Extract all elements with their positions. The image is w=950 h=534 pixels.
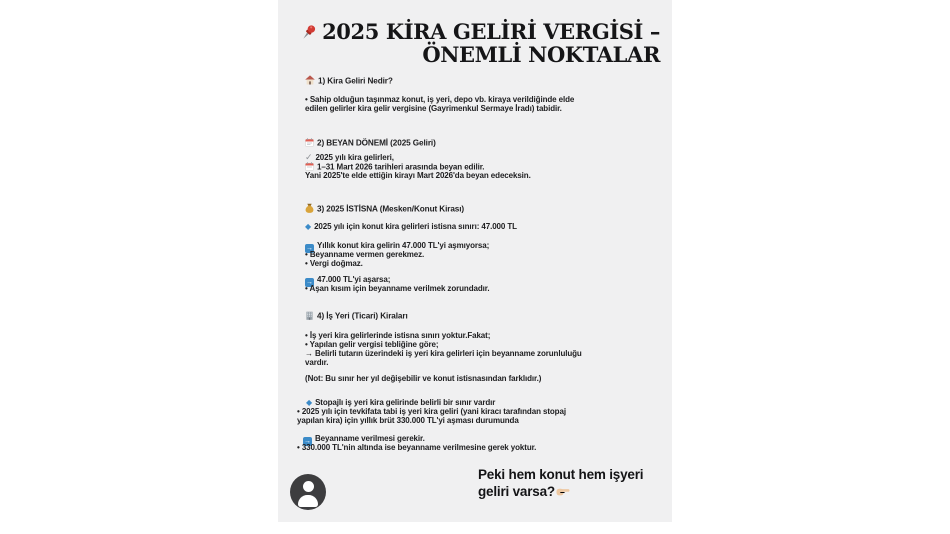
section-2-line-1: ✓ 2025 yılı kira gelirleri, bbox=[305, 152, 394, 162]
check-icon: ✓ bbox=[305, 152, 313, 162]
avatar-person-icon bbox=[303, 481, 314, 492]
section-3-case-1b: • Vergi doğmaz. bbox=[305, 259, 363, 268]
section-5-line-4: • 330.000 TL'nin altında ise beyanname verilmesine gerek yoktur. bbox=[297, 443, 537, 452]
arrow-right-icon: → bbox=[306, 244, 313, 252]
section-1-header: 1) Kira Geliri Nedir? bbox=[305, 75, 393, 86]
section-2-line-2: 1–31 Mart 2026 tarihleri arasında beyan edilir. bbox=[305, 162, 484, 172]
house-icon bbox=[305, 75, 315, 85]
calendar-small-icon bbox=[305, 162, 314, 171]
title-line-1: 2025 KİRA GELİRİ VERGİSİ – bbox=[298, 20, 660, 43]
building-icon bbox=[305, 311, 314, 320]
section-3-case-2a: • Aşan kısım için beyanname verilmek zorundadır. bbox=[305, 284, 490, 293]
page-title bbox=[298, 20, 660, 66]
footer-question: Peki hem konut hem işyeri geliri varsa? bbox=[478, 467, 644, 499]
section-4-line-3: → Belirli tutarın üzerindeki iş yeri kira gelirleri için beyanname zorunluluğu vardır. bbox=[305, 349, 582, 367]
blue-diamond-icon: ◆ bbox=[305, 222, 312, 231]
section-3-header: 3) 2025 İSTİSNA (Mesken/Konut Kirası) bbox=[305, 203, 464, 214]
section-5-line-1: ◆ Stopajlı iş yeri kira gelirinde belirli bir sınır vardır bbox=[306, 398, 496, 407]
section-4-note: (Not: Bu sınır her yıl değişebilir ve konut istisnasından farklıdır.) bbox=[305, 374, 542, 383]
section-4-line-2: • Yapılan gelir vergisi tebliğine göre; bbox=[305, 340, 439, 349]
section-3-case-1a: • Beyanname vermen gerekmez. bbox=[305, 250, 425, 259]
infographic-page bbox=[278, 0, 672, 522]
section-3-limit: ◆ 2025 yılı için konut kira gelirleri istisna sınırı: 47.000 TL bbox=[305, 222, 517, 231]
section-2-header: 2) BEYAN DÖNEMİ (2025 Geliri) bbox=[305, 138, 436, 148]
moneybag-icon bbox=[305, 203, 314, 213]
section-3-case-2: → 47.000 TL'yi aşarsa; bbox=[306, 275, 391, 286]
section-1-body: • Sahip olduğun taşınmaz konut, iş yeri, depo vb. kiraya verildiğinde elde edilen gelirler kira gelir vergisine (Gayrimenkul Sermaye İradı) tabidir. bbox=[305, 95, 575, 113]
section-3-case-1: → Yıllık konut kira gelirin 47.000 TL'yi aşmıyorsa; bbox=[306, 241, 490, 252]
section-5-line-2: • 2025 yılı için tevkifata tabi iş yeri kira geliri (yani kiracı tarafından stopaj yapılan kira) için yıllık brüt 330.000 TL'yi aşması durumunda bbox=[297, 407, 566, 425]
calendar-icon bbox=[305, 138, 314, 147]
section-4-header: 4) İş Yeri (Ticari) Kiraları bbox=[305, 311, 408, 321]
section-4-line-1: • İş yeri kira gelirlerinde istisna sınırı yoktur.Fakat; bbox=[305, 331, 491, 340]
arrow-right-icon: → bbox=[304, 437, 311, 445]
avatar bbox=[290, 474, 326, 510]
pointing-finger-icon bbox=[556, 486, 570, 497]
section-5-line-3: → Beyanname verilmesi gerekir. bbox=[304, 434, 425, 445]
section-2-line-3: Yani 2025'te elde ettiğin kirayı Mart 2026'da beyan edeceksin. bbox=[305, 171, 531, 180]
blue-diamond-icon: ◆ bbox=[306, 398, 313, 407]
title-line-2: ÖNEMLİ NOKTALAR bbox=[422, 42, 660, 67]
pushpin-icon bbox=[299, 23, 318, 42]
arrow-right-icon: → bbox=[306, 278, 313, 286]
